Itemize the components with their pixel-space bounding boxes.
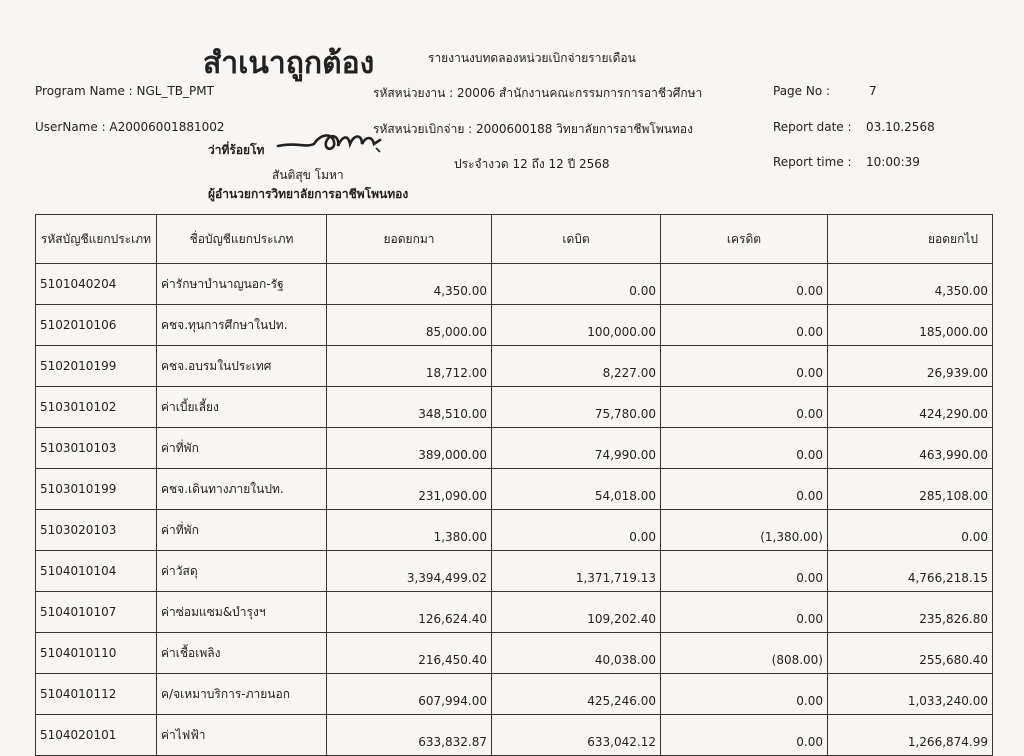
cell-brought-forward: 85,000.00 xyxy=(327,305,492,346)
stamp-certified-copy: สำเนาถูกต้อง xyxy=(203,46,375,81)
cell-debit: 633,042.12 xyxy=(492,715,661,756)
table-row xyxy=(36,674,993,715)
handwritten-signature xyxy=(276,126,386,162)
table-header-row xyxy=(36,215,993,264)
cell-credit: 0.00 xyxy=(661,592,828,633)
table-row xyxy=(36,633,993,674)
cell-account-name: ค่ารักษาบำนาญนอก-รัฐ xyxy=(157,264,327,305)
cell-account-code: 5104020101 xyxy=(36,715,157,756)
cell-carried-forward: 0.00 xyxy=(828,510,993,551)
cell-account-code: 5103020103 xyxy=(36,510,157,551)
cell-account-code: 5103010103 xyxy=(36,428,157,469)
cell-brought-forward: 389,000.00 xyxy=(327,428,492,469)
cell-debit: 8,227.00 xyxy=(492,346,661,387)
cell-credit: (1,380.00) xyxy=(661,510,828,551)
cell-credit: 0.00 xyxy=(661,264,828,305)
report-time-label: Report time : xyxy=(773,155,852,169)
cell-account-code: 5103010199 xyxy=(36,469,157,510)
cell-account-code: 5104010110 xyxy=(36,633,157,674)
cell-account-code: 5104010112 xyxy=(36,674,157,715)
cell-credit: 0.00 xyxy=(661,551,828,592)
table-row xyxy=(36,592,993,633)
cell-debit: 74,990.00 xyxy=(492,428,661,469)
cell-carried-forward: 424,290.00 xyxy=(828,387,993,428)
cell-account-code: 5102010199 xyxy=(36,346,157,387)
cell-brought-forward: 4,350.00 xyxy=(327,264,492,305)
cell-credit: 0.00 xyxy=(661,715,828,756)
cell-brought-forward: 1,380.00 xyxy=(327,510,492,551)
cell-account-name: ค่าไฟฟ้า xyxy=(157,715,327,756)
disbursing-unit: รหัสหน่วยเบิกจ่าย : 2000600188 วิทยาลัยการอาชีพโพนทอง xyxy=(373,122,693,136)
cell-account-code: 5102010106 xyxy=(36,305,157,346)
page-no-value: 7 xyxy=(869,84,877,98)
certifier-position: ผู้อำนวยการวิทยาลัยการอาชีพโพนทอง xyxy=(208,187,409,201)
cell-account-name: ค่าที่พัก xyxy=(157,428,327,469)
table-row xyxy=(36,346,993,387)
cell-carried-forward: 1,033,240.00 xyxy=(828,674,993,715)
table-row xyxy=(36,428,993,469)
table-row xyxy=(36,387,993,428)
cell-debit: 425,246.00 xyxy=(492,674,661,715)
cell-account-code: 5104010104 xyxy=(36,551,157,592)
cell-carried-forward: 26,939.00 xyxy=(828,346,993,387)
cell-account-name: คชจ.ทุนการศึกษาในปท. xyxy=(157,305,327,346)
table-row xyxy=(36,305,993,346)
col-header-carried-forward: ยอดยกไป xyxy=(828,215,993,264)
cell-debit: 54,018.00 xyxy=(492,469,661,510)
cell-brought-forward: 231,090.00 xyxy=(327,469,492,510)
cell-account-name: ค่าซ่อมแซม&บำรุงฯ xyxy=(157,592,327,633)
table-row xyxy=(36,715,993,756)
cell-credit: 0.00 xyxy=(661,674,828,715)
cell-account-name: ค/จเหมาบริการ-ภายนอก xyxy=(157,674,327,715)
cell-brought-forward: 126,624.40 xyxy=(327,592,492,633)
cell-brought-forward: 3,394,499.02 xyxy=(327,551,492,592)
cell-account-name: คชจ.อบรมในประเทศ xyxy=(157,346,327,387)
cell-account-code: 5104010107 xyxy=(36,592,157,633)
cell-credit: 0.00 xyxy=(661,305,828,346)
cell-carried-forward: 4,350.00 xyxy=(828,264,993,305)
cell-credit: 0.00 xyxy=(661,469,828,510)
cell-brought-forward: 607,994.00 xyxy=(327,674,492,715)
report-period: ประจำงวด 12 ถึง 12 ปี 2568 xyxy=(454,157,610,171)
report-time-value: 10:00:39 xyxy=(866,155,920,169)
cell-carried-forward: 4,766,218.15 xyxy=(828,551,993,592)
cell-debit: 100,000.00 xyxy=(492,305,661,346)
table-row xyxy=(36,264,993,305)
report-date-value: 03.10.2568 xyxy=(866,120,935,134)
certifier-name: สันติสุข โมหา xyxy=(272,168,344,182)
cell-debit: 0.00 xyxy=(492,510,661,551)
cell-account-name: คชจ.เดินทางภายในปท. xyxy=(157,469,327,510)
cell-brought-forward: 18,712.00 xyxy=(327,346,492,387)
cell-carried-forward: 285,108.00 xyxy=(828,469,993,510)
cell-brought-forward: 633,832.87 xyxy=(327,715,492,756)
cell-debit: 1,371,719.13 xyxy=(492,551,661,592)
cell-debit: 40,038.00 xyxy=(492,633,661,674)
page-no-label: Page No : xyxy=(773,84,831,98)
col-header-debit: เดบิต xyxy=(492,215,661,264)
report-title: รายงานงบทดลองหน่วยเบิกจ่ายรายเดือน xyxy=(428,51,636,65)
cell-carried-forward: 1,266,874.99 xyxy=(828,715,993,756)
col-header-account-code: รหัสบัญชีแยกประเภท xyxy=(36,215,157,264)
program-name: Program Name : NGL_TB_PMT xyxy=(35,84,214,98)
report-date-label: Report date : xyxy=(773,120,852,134)
cell-account-name: ค่าที่พัก xyxy=(157,510,327,551)
cell-credit: (808.00) xyxy=(661,633,828,674)
cell-account-name: ค่าเชื้อเพลิง xyxy=(157,633,327,674)
cell-account-name: ค่าวัสดุ xyxy=(157,551,327,592)
cell-debit: 75,780.00 xyxy=(492,387,661,428)
cell-carried-forward: 255,680.40 xyxy=(828,633,993,674)
col-header-credit: เครดิต xyxy=(661,215,828,264)
cell-credit: 0.00 xyxy=(661,346,828,387)
cell-credit: 0.00 xyxy=(661,428,828,469)
table-row xyxy=(36,469,993,510)
username: UserName : A20006001881002 xyxy=(35,120,225,134)
table-row xyxy=(36,510,993,551)
table-row xyxy=(36,551,993,592)
cell-carried-forward: 185,000.00 xyxy=(828,305,993,346)
cell-brought-forward: 216,450.40 xyxy=(327,633,492,674)
cell-brought-forward: 348,510.00 xyxy=(327,387,492,428)
agency-code: รหัสหน่วยงาน : 20006 สำนักงานคณะกรรมการการอาชีวศึกษา xyxy=(373,86,703,100)
cell-account-code: 5101040204 xyxy=(36,264,157,305)
trial-balance-table xyxy=(35,214,993,756)
cell-debit: 109,202.40 xyxy=(492,592,661,633)
col-header-account-name: ชื่อบัญชีแยกประเภท xyxy=(157,215,327,264)
cell-credit: 0.00 xyxy=(661,387,828,428)
certifier-title: ว่าที่ร้อยโท xyxy=(208,143,265,157)
cell-debit: 0.00 xyxy=(492,264,661,305)
cell-carried-forward: 463,990.00 xyxy=(828,428,993,469)
cell-carried-forward: 235,826.80 xyxy=(828,592,993,633)
cell-account-name: ค่าเบี้ยเลี้ยง xyxy=(157,387,327,428)
col-header-brought-forward: ยอดยกมา xyxy=(327,215,492,264)
cell-account-code: 5103010102 xyxy=(36,387,157,428)
